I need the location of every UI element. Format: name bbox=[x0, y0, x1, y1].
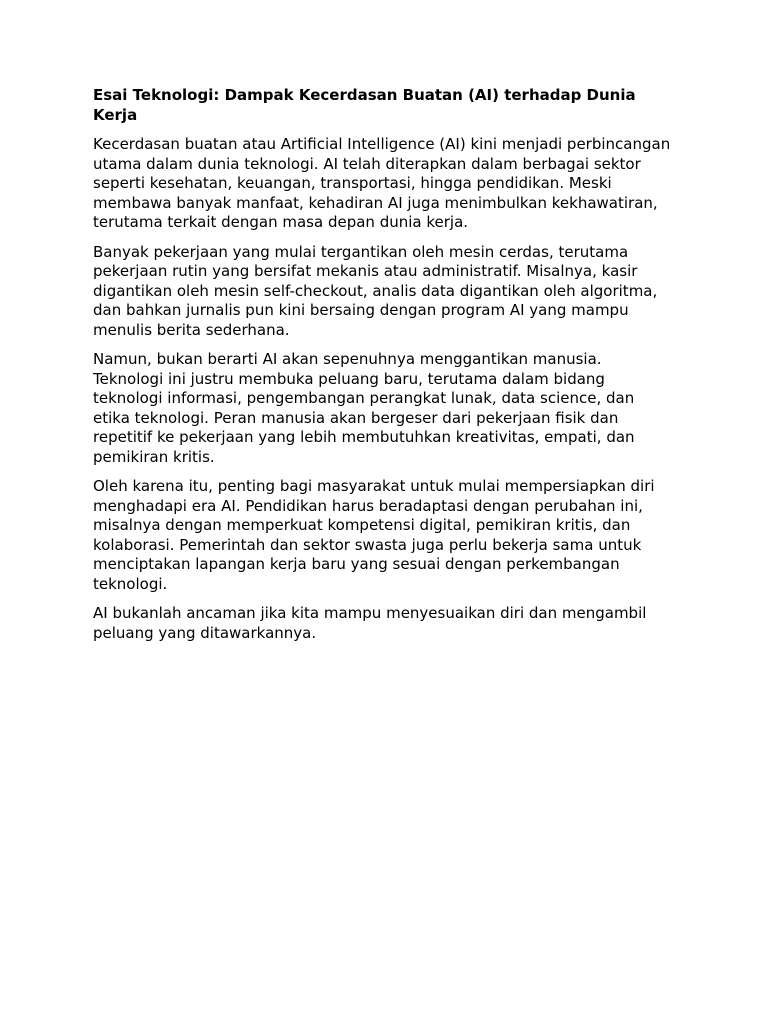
paragraph-5: AI bukanlah ancaman jika kita mampu menyesuaikan diri dan mengambil peluang yang ditawarkannya. bbox=[93, 604, 647, 642]
document-page bbox=[93, 86, 675, 653]
paragraph-1: Kecerdasan buatan atau Artificial Intelligence (AI) kini menjadi perbincangan utama dalam dunia teknologi. AI telah diterapkan dalam berbagai sektor seperti kesehatan, keuangan, transportasi, hingga pendidikan. Meski membawa banyak manfaat, kehadiran AI juga menimbulkan kekhawatiran, terutama terkait dengan masa depan dunia kerja. bbox=[93, 135, 671, 231]
paragraph-2: Banyak pekerjaan yang mulai tergantikan oleh mesin cerdas, terutama pekerjaan rutin yang bersifat mekanis atau administratif. Misalnya, kasir digantikan oleh mesin self-checkout, analis data digantikan oleh algoritma, dan bahkan jurnalis pun kini bersaing dengan program AI yang mampu menulis berita sederhana. bbox=[93, 242, 658, 339]
paragraph-3: Namun, bukan berarti AI akan sepenuhnya menggantikan manusia. Teknologi ini justru membuka peluang baru, terutama dalam bidang teknologi informasi, pengembangan perangkat lunak, data science, dan etika teknologi. Peran manusia akan bergeser dari pekerjaan fisik dan repetitif ke pekerjaan yang lebih membutuhkan kreativitas, empati, dan pemikiran kritis. bbox=[93, 350, 635, 466]
paragraph-4: Oleh karena itu, penting bagi masyarakat untuk mulai mempersiapkan diri menghadapi era AI. Pendidikan harus beradaptasi dengan perubahan ini, misalnya dengan memperkuat kompetensi digital, pemikiran kritis, dan kolaborasi. Pemerintah dan sektor swasta juga perlu bekerja sama untuk menciptakan lapangan kerja baru yang sesuai dengan perkembangan teknologi. bbox=[93, 477, 655, 593]
essay-title: Esai Teknologi: Dampak Kecerdasan Buatan (AI) terhadap Dunia Kerja bbox=[93, 86, 636, 124]
